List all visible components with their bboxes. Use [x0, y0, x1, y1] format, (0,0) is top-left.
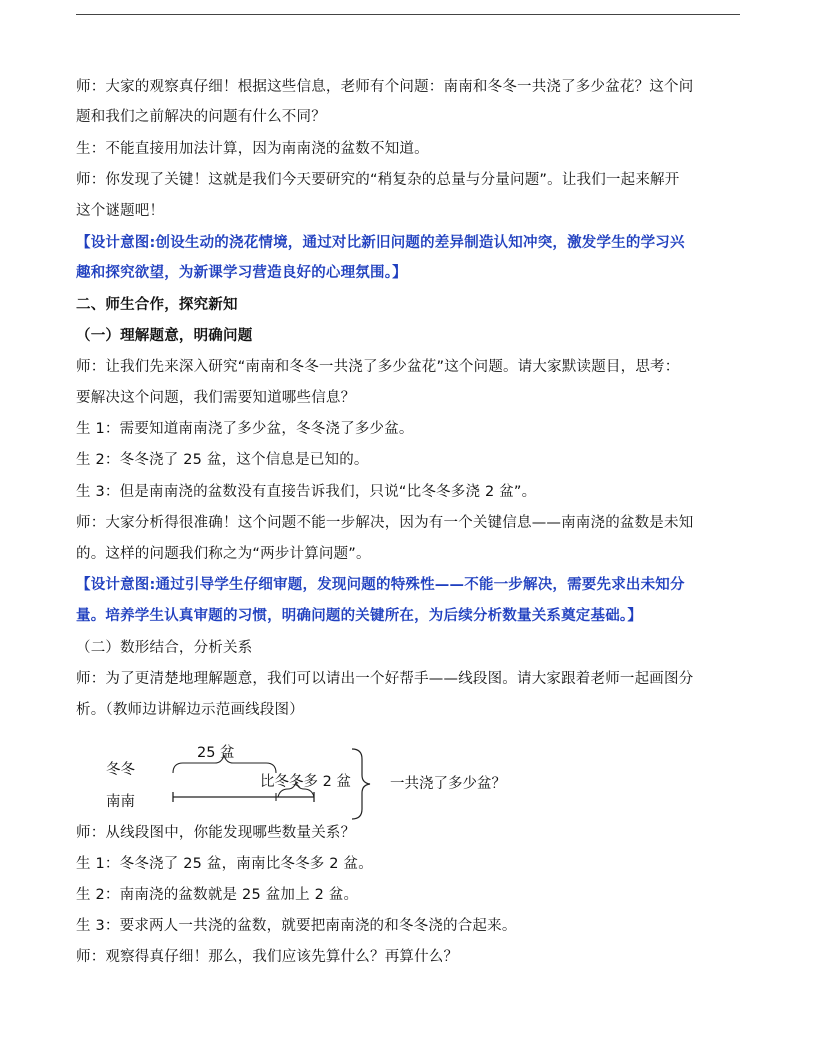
design-intent-note: 【设计意图:通过引导学生仔细审题，发现问题的特殊性——不能一步解决，需要先求出未知分 — [76, 577, 685, 593]
paragraph: 生 1：冬冬浇了 25 盆，南南比冬冬多 2 盆。 — [76, 856, 373, 872]
paragraph: 师：从线段图中，你能发现哪些数量关系？ — [76, 825, 356, 841]
paragraph: 析。（教师边讲解边示范画线段图） — [76, 702, 304, 718]
label-dongdong: 冬冬 — [106, 762, 135, 778]
segment-drawing — [100, 735, 540, 825]
extra-brace — [278, 782, 314, 797]
paragraph: 师：大家的观察真仔细！根据这些信息，老师有个问题：南南和冬冬一共浇了多少盆花？这个问 — [76, 79, 694, 95]
line-segment-diagram — [100, 735, 540, 825]
section-heading: 二、师生合作，探究新知 — [76, 297, 238, 313]
paragraph: 生 1：需要知道南南浇了多少盆，冬冬浇了多少盆。 — [76, 421, 414, 437]
paragraph: 师：你发现了关键！这就是我们今天要研究的“稍复杂的总量与分量问题”。让我们一起来解开 — [76, 172, 680, 188]
paragraph: 题和我们之前解决的问题有什么不同？ — [76, 109, 326, 125]
paragraph: 要解决这个问题，我们需要知道哪些信息？ — [76, 390, 356, 406]
design-intent-note: 量。培养学生认真审题的习惯，明确问题的关键所在，为后续分析数量关系奠定基础。】 — [76, 608, 643, 624]
total-brace — [352, 749, 370, 819]
paragraph: 生 2：南南浇的盆数就是 25 盆加上 2 盆。 — [76, 887, 359, 903]
label-2-more: 比冬冬多 2 盆 — [260, 774, 351, 790]
subsection-heading: （一）理解题意，明确问题 — [76, 328, 253, 344]
paragraph: 这个谜题吧！ — [76, 203, 165, 219]
design-intent-note: 【设计意图:创设生动的浇花情境，通过对比新旧问题的差异制造认知冲突，激发学生的学习兴 — [76, 235, 685, 251]
paragraph: 的。这样的问题我们称之为“两步计算问题”。 — [76, 546, 371, 562]
paragraph: 师：观察得真仔细！那么，我们应该先算什么？再算什么？ — [76, 949, 459, 965]
paragraph: 师：为了更清楚地理解题意，我们可以请出一个好帮手——线段图。请大家跟着老师一起画图分 — [76, 671, 694, 687]
dongdong-brace — [173, 755, 276, 773]
label-nannan: 南南 — [106, 794, 135, 810]
label-total-question: 一共浇了多少盆？ — [390, 776, 506, 792]
paragraph: 生 3：但是南南浇的盆数没有直接告诉我们，只说“比冬冬多浇 2 盆”。 — [76, 484, 537, 500]
header-rule — [76, 14, 740, 15]
label-25-pots: 25 盆 — [197, 745, 235, 761]
paragraph: 师：让我们先来深入研究“南南和冬冬一共浇了多少盆花”这个问题。请大家默读题目，思考： — [76, 359, 680, 375]
subsection-heading: （二）数形结合，分析关系 — [76, 640, 253, 656]
paragraph: 生 3：要求两人一共浇的盆数，就要把南南浇的和冬冬浇的合起来。 — [76, 918, 517, 934]
paragraph: 师：大家分析得很准确！这个问题不能一步解决，因为有一个关键信息——南南浇的盆数是未知 — [76, 515, 694, 531]
paragraph: 生：不能直接用加法计算，因为南南浇的盆数不知道。 — [76, 141, 429, 157]
paragraph: 生 2：冬冬浇了 25 盆，这个信息是已知的。 — [76, 452, 369, 468]
design-intent-note: 趣和探究欲望，为新课学习营造良好的心理氛围。】 — [76, 265, 407, 281]
